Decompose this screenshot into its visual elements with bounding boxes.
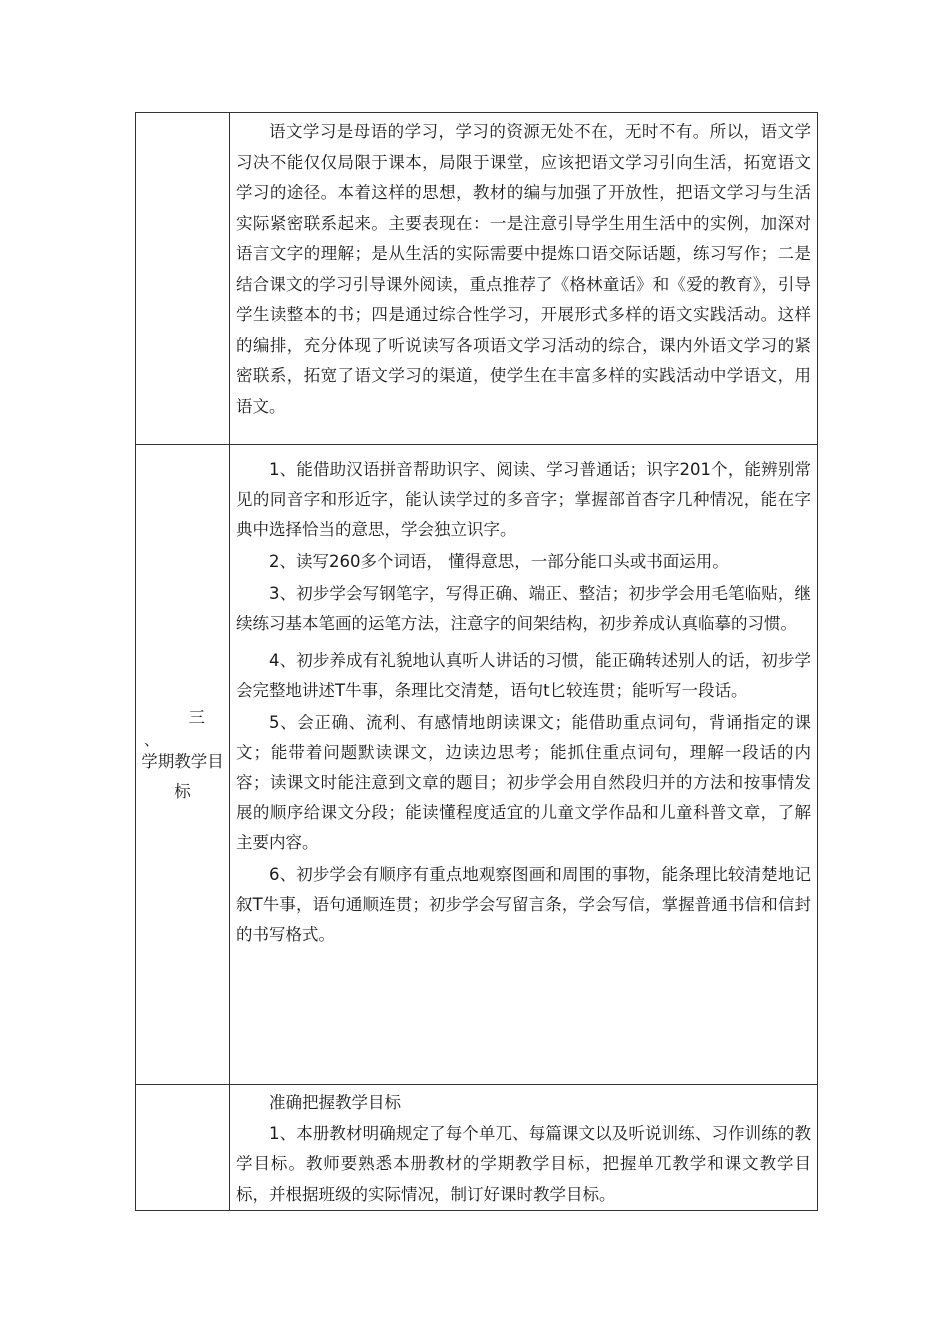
measure-item: 1、本册教材明确规定了每个单兀、每篇课文以及听说训练、习作训练的教学目标。教师要熟悉本册教材的学期教学目标，把握单兀教学和课文教学目标，并根据班级的实际情况，制订好课时教学目标。 bbox=[236, 1123, 811, 1204]
section-title: 学期教学目标 bbox=[141, 752, 224, 801]
row-label-cell bbox=[136, 445, 230, 1085]
row-label-cell bbox=[136, 1085, 230, 1211]
section-number: 三 bbox=[188, 708, 205, 727]
row-content-cell bbox=[230, 445, 818, 1085]
row-content-cell bbox=[230, 113, 818, 445]
section-label bbox=[136, 703, 229, 807]
plan-table bbox=[135, 112, 818, 1211]
table-row bbox=[136, 113, 818, 445]
overview-paragraph: 语文学习是母语的学习，学习的资源无处不在，无时不有。所以，语文学习决不能仅仅局限于课本，局限于课堂，应该把语文学习引向生活，拓宽语文学习的途径。本着这样的思想，教材的编与加强了开放性，把语文学习与生活实际紧密联系起来。主要表现在：一是注意引导学生用生活中的实例，加深对语言文字的理解；是从生活的实际需要中提炼口语交际话题，练习写作；二是结合课文的学习引导课外阅读，重点推荐了《格林童话》和《爱的教育》，引导学生读整本的书；四是通过综合性学习，开展形式多样的语文实践活动。这样的编排，充分体现了听说读写各项语文学习活动的综合，课内外语文学习的紧密联系，拓宽了语文学习的渠道，使学生在丰富多样的实践活动中学语文，用语文。 bbox=[236, 122, 811, 416]
section-number-mark: 、 bbox=[144, 731, 160, 749]
goal-item: 3、初步学会写钢笔字，写得正确、端正、整洁；初步学会用毛笔临贴，继续练习基本笔画的运笔方法，注意字的间架结构，初步养成认真临摹的习惯。 bbox=[236, 584, 811, 633]
goal-item: 4、初步养成有礼貌地认真听人讲话的习惯，能正确转述别人的话，初步学会完整地讲述T牛事，条理比交清楚，语句t匕较连贯；能听写一段话。 bbox=[236, 651, 811, 700]
measures-heading: 准确把握教学目标 bbox=[269, 1093, 401, 1112]
table-row bbox=[136, 445, 818, 1085]
goal-item: 2、读写260多个词语， 懂得意思，一部分能口头或书面运用。 bbox=[269, 552, 729, 571]
goal-item: 1、能借助汉语拼音帮助识字、阅读、学习普通话；识字201个，能辨别常见的同音字和形近字，能认读学过的多音字；掌握部首杳字几种情况，能在字典中选择恰当的意思，学会独立识字。 bbox=[236, 460, 811, 539]
goal-item: 6、初步学会有顺序有重点地观察图画和周围的事物，能条理比较清楚地记叙T牛事，语句通顺连贯；初步学会写留言条，学会写信，掌握普通书信和信封的书写格式。 bbox=[236, 865, 811, 944]
row-content-cell bbox=[230, 1085, 818, 1211]
table-row bbox=[136, 1085, 818, 1211]
goal-item: 5、会正确、流利、有感情地朗读课文；能借助重点词句，背诵指定的课文；能带着问题默读课文，边读边思考；能抓住重点词句，理解一段话的内容；读课文时能注意到文章的题目；初步学会用自然段归并的方法和按事情发展的顺序给课文分段；能读懂程度适宜的儿童文学作品和儿童科普文章，了解主要内容。 bbox=[236, 713, 811, 852]
row-label-cell bbox=[136, 113, 230, 445]
